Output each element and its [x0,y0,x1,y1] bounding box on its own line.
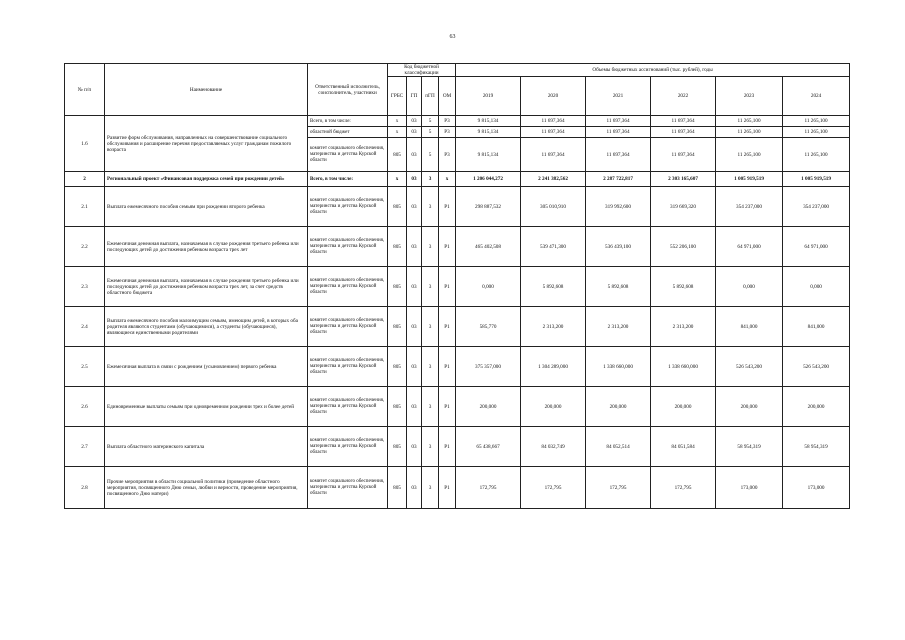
code-cell: 3 [422,172,439,187]
code-cell: 5 [422,127,439,138]
value-cell: 9 815,134 [456,127,521,138]
value-cell: 319 669,320 [651,187,716,227]
code-cell: 805 [388,187,407,227]
code-cell: x [388,116,407,127]
code-cell: P1 [439,307,456,347]
code-cell: 03 [407,467,422,509]
header-year: 2023 [716,77,783,116]
row-number: 2.7 [65,427,105,467]
value-cell: 200,000 [783,387,850,427]
responsible-cell: комитет социального обеспечения, материнства и детства Курской области [308,307,388,347]
table-row [65,427,850,467]
table-row [65,347,850,387]
code-cell: P1 [439,267,456,307]
header-name: Наименование [105,64,308,116]
page-number: 63 [449,34,456,40]
value-cell: 11 697,364 [651,116,716,127]
value-cell: 200,000 [651,387,716,427]
value-cell: 172,795 [456,467,521,509]
value-cell: 2 313,200 [586,307,651,347]
code-cell: 03 [407,116,422,127]
code-cell: 805 [388,267,407,307]
value-cell: 5 892,608 [651,267,716,307]
value-cell: 305 010,910 [521,187,586,227]
value-cell: 354 237,000 [716,187,783,227]
value-cell: 2 313,200 [521,307,586,347]
value-cell: 1 338 660,000 [586,347,651,387]
code-cell: P1 [439,347,456,387]
row-number: 2 [65,172,105,187]
code-cell: 805 [388,138,407,172]
value-cell: 536 439,100 [586,227,651,267]
value-cell: 11 697,364 [586,138,651,172]
header-year: 2024 [783,77,850,116]
value-cell: 375 357,000 [456,347,521,387]
value-cell: 84 052,514 [586,427,651,467]
value-cell: 172,795 [586,467,651,509]
code-cell: x [388,127,407,138]
header-year: 2022 [651,77,716,116]
code-cell: P3 [439,138,456,172]
header-responsible: Ответственный исполнитель, соисполнитель, участники [308,64,388,116]
value-cell: 200,000 [716,387,783,427]
value-cell: 11 265,100 [783,116,850,127]
code-cell: P1 [439,387,456,427]
value-cell: 526 543,200 [783,347,850,387]
header-volumes: Объемы бюджетных ассигнований (тыс. рублей), годы [456,64,850,77]
code-cell: 03 [407,172,422,187]
value-cell: 65 438,667 [456,427,521,467]
table-row [65,307,850,347]
row-name: Выплата ежемесячного пособия семьям при рождении второго ребенка [105,187,308,227]
value-cell: 1 206 044,272 [456,172,521,187]
value-cell: 172,795 [521,467,586,509]
value-cell: 5 892,608 [521,267,586,307]
responsible-cell: комитет социального обеспечения, материнства и детства Курской области [308,227,388,267]
row-number: 2.6 [65,387,105,427]
value-cell: 319 992,600 [586,187,651,227]
table-row [65,187,850,227]
row-name: Ежемесячная денежная выплата, назначаемая в случае рождения третьего ребенка или последующих детей до достижения ребенком возраста трех лет, за счет средств областного бюджета [105,267,308,307]
code-cell: 03 [407,138,422,172]
row-number: 2.4 [65,307,105,347]
table-row [65,116,850,127]
code-cell: x [388,172,407,187]
value-cell: 11 265,100 [783,138,850,172]
row-number: 2.1 [65,187,105,227]
row-name: Выплата ежемесячного пособия малоимущим семьям, имеющим детей, в которых оба родителя являются студентами (обучающимися), а студенты (обучающиеся), являющиеся единственными родителями [105,307,308,347]
value-cell: 1 005 919,519 [716,172,783,187]
value-cell: 11 265,100 [716,116,783,127]
code-cell: 3 [422,307,439,347]
value-cell: 2 313,200 [651,307,716,347]
value-cell: 354 237,000 [783,187,850,227]
row-name: Прочие мероприятия в области социальной политики (проведение областного мероприятия, посвященного Дню семьи, любви и верности, проведение мероприятия, посвященного Дню матери) [105,467,308,509]
responsible-cell: комитет социального обеспечения, материнства и детства Курской области [308,267,388,307]
code-cell: 03 [407,187,422,227]
header-code-om: ОМ [439,77,456,116]
value-cell: 58 954,319 [716,427,783,467]
value-cell: 552 206,100 [651,227,716,267]
code-cell: 3 [422,387,439,427]
value-cell: 11 697,364 [521,127,586,138]
code-cell: 03 [407,227,422,267]
header-code-group: Код бюджетной классификации [388,64,456,77]
table-row [65,227,850,267]
header-year: 2021 [586,77,651,116]
value-cell: 84 032,749 [521,427,586,467]
code-cell: 03 [407,347,422,387]
row-number: 2.3 [65,267,105,307]
code-cell: 805 [388,347,407,387]
code-cell: 03 [407,267,422,307]
responsible-cell: комитет социального обеспечения, материнства и детства Курской области [308,467,388,509]
value-cell: 64 971,000 [716,227,783,267]
value-cell: 841,000 [783,307,850,347]
code-cell: 3 [422,187,439,227]
value-cell: 200,000 [586,387,651,427]
value-cell: 173,000 [716,467,783,509]
code-cell: 03 [407,127,422,138]
header-num: № п/п [65,64,105,116]
responsible-cell: комитет социального обеспечения, материнства и детства Курской области [308,347,388,387]
header-code-pgp: пГП [422,77,439,116]
value-cell: 11 265,100 [716,127,783,138]
responsible-cell: комитет социального обеспечения, материнства и детства Курской области [308,138,388,172]
value-cell: 298 887,532 [456,187,521,227]
code-cell: 03 [407,307,422,347]
code-cell: 805 [388,387,407,427]
row-number: 1.6 [65,116,105,172]
value-cell: 0,000 [456,267,521,307]
code-cell: 03 [407,387,422,427]
code-cell: 805 [388,227,407,267]
responsible-cell: областной бюджет [308,127,388,138]
row-number: 2.5 [65,347,105,387]
header-year: 2019 [456,77,521,116]
value-cell: 2 241 382,562 [521,172,586,187]
table-header [65,64,850,116]
value-cell: 0,000 [783,267,850,307]
row-number: 2.2 [65,227,105,267]
row-name: Ежемесячная выплата в связи с рождением (усыновлением) первого ребенка [105,347,308,387]
responsible-cell: комитет социального обеспечения, материнства и детства Курской области [308,427,388,467]
value-cell: 9 815,134 [456,116,521,127]
responsible-cell: Всего, в том числе: [308,116,388,127]
responsible-cell: Всего, в том числе: [308,172,388,187]
value-cell: 172,795 [651,467,716,509]
value-cell: 9 815,134 [456,138,521,172]
code-cell: P1 [439,467,456,509]
value-cell: 58 954,319 [783,427,850,467]
row-name: Единовременные выплаты семьям при одновременном рождении трех и более детей [105,387,308,427]
code-cell: 03 [407,427,422,467]
value-cell: 465 402,508 [456,227,521,267]
code-cell: P1 [439,427,456,467]
value-cell: 1 005 919,519 [783,172,850,187]
header-code-gp: ГП [407,77,422,116]
value-cell: 173,000 [783,467,850,509]
value-cell: 200,000 [456,387,521,427]
code-cell: P3 [439,116,456,127]
value-cell: 11 697,364 [521,138,586,172]
row-name: Развитие форм обслуживания, направленных на совершенствование социального обслуживания и расширение перечня предоставляемых услуг гражданам пожилого возраста [105,116,308,172]
header-code-grbs: ГРБС [388,77,407,116]
value-cell: 11 697,364 [651,138,716,172]
code-cell: 3 [422,467,439,509]
code-cell: 805 [388,467,407,509]
row-name: Ежемесячная денежная выплата, назначаемая в случае рождения третьего ребенка или последующих детей до достижения ребенком возраста трех лет [105,227,308,267]
value-cell: 1 304 289,000 [521,347,586,387]
code-cell: 5 [422,138,439,172]
value-cell: 0,000 [716,267,783,307]
responsible-cell: комитет социального обеспечения, материнства и детства Курской области [308,187,388,227]
row-name: Выплата областного материнского капитала [105,427,308,467]
value-cell: 539 471,300 [521,227,586,267]
value-cell: 11 697,364 [521,116,586,127]
table-row [65,267,850,307]
code-cell: P3 [439,127,456,138]
value-cell: 11 265,100 [783,127,850,138]
value-cell: 11 697,364 [651,127,716,138]
value-cell: 2 287 722,817 [586,172,651,187]
value-cell: 84 051,584 [651,427,716,467]
row-name: Региональный проект «Финансовая поддержка семей при рождении детей» [105,172,308,187]
value-cell: 64 971,000 [783,227,850,267]
value-cell: 2 303 165,607 [651,172,716,187]
header-year: 2020 [521,77,586,116]
value-cell: 11 697,364 [586,127,651,138]
value-cell: 11 265,100 [716,138,783,172]
code-cell: 805 [388,307,407,347]
budget-table [64,63,850,509]
code-cell: P1 [439,227,456,267]
value-cell: 200,000 [521,387,586,427]
code-cell: 3 [422,347,439,387]
code-cell: 3 [422,267,439,307]
code-cell: 5 [422,116,439,127]
table-row [65,467,850,509]
code-cell: 805 [388,427,407,467]
value-cell: 5 892,608 [586,267,651,307]
table-body [65,116,850,509]
code-cell: 3 [422,227,439,267]
code-cell: P1 [439,187,456,227]
responsible-cell: комитет социального обеспечения, материнства и детства Курской области [308,387,388,427]
row-number: 2.8 [65,467,105,509]
value-cell: 11 697,364 [586,116,651,127]
value-cell: 585,770 [456,307,521,347]
value-cell: 526 543,200 [716,347,783,387]
table-row [65,172,850,187]
value-cell: 841,000 [716,307,783,347]
code-cell: x [439,172,456,187]
table-row [65,387,850,427]
code-cell: 3 [422,427,439,467]
value-cell: 1 338 660,000 [651,347,716,387]
